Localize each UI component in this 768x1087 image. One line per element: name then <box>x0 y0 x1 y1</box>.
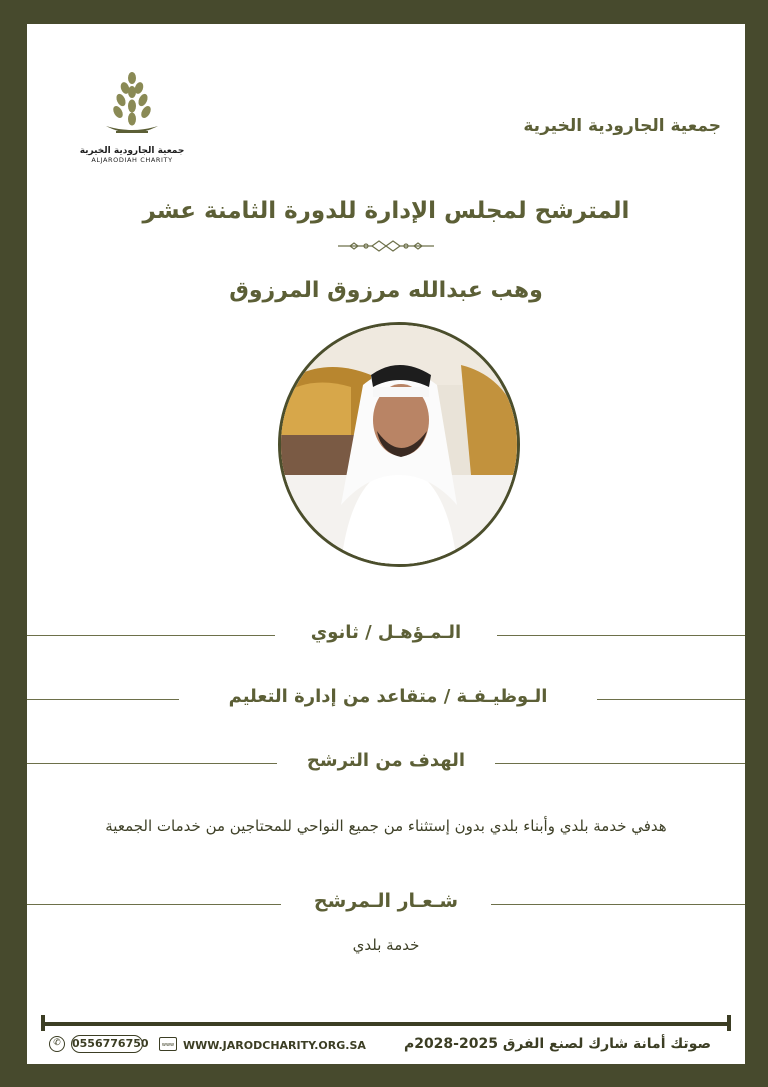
divider-line <box>495 763 745 764</box>
divider-line <box>27 904 281 905</box>
slogan-heading: شـعـار الـمرشح <box>313 890 459 912</box>
ornament-divider-icon <box>336 238 436 254</box>
job-row <box>27 686 745 710</box>
wheat-logo-icon <box>92 68 172 144</box>
phone-icon: ✆ <box>49 1036 65 1052</box>
web-icon: www <box>159 1037 177 1051</box>
footer-bar-cap-right <box>727 1015 731 1031</box>
qualification-label: الـمـؤهـل / ثانوي <box>310 622 462 643</box>
phone-number[interactable]: 0556776750 <box>71 1035 143 1053</box>
divider-line <box>497 635 745 636</box>
job-label: الـوظيـفـة / متقاعد من إدارة التعليم <box>228 686 548 707</box>
website-link[interactable]: WWW.JARODCHARITY.ORG.SA <box>183 1039 366 1052</box>
page-title: المترشح لمجلس الإدارة للدورة الثامنة عشر <box>142 198 630 224</box>
goal-heading: الهدف من الترشح <box>306 750 466 771</box>
logo-english-text: ALJARODIAH CHARITY <box>91 156 173 164</box>
divider-line <box>491 904 745 905</box>
footer-motto: صوتك أمانة شارك لصنع الفرق 2025-2028م <box>403 1036 711 1052</box>
candidate-name: وهب عبدالله مرزوق المرزوق <box>229 278 543 303</box>
divider-line <box>27 699 179 700</box>
slogan-heading-row <box>27 890 745 916</box>
goal-heading-row <box>27 750 745 774</box>
org-name: جمعية الجارودية الخيرية <box>523 116 721 136</box>
qualification-row <box>27 622 745 646</box>
portrait-image <box>281 325 517 564</box>
goal-text: هدفي خدمة بلدي وأبناء بلدي بدون إستثناء من جميع النواحي للمحتاجين من خدمات الجمعية <box>105 817 667 835</box>
candidate-flyer <box>27 24 745 1064</box>
charity-logo <box>77 68 187 164</box>
divider-line <box>27 635 275 636</box>
divider-line <box>27 763 277 764</box>
divider-line <box>597 699 745 700</box>
candidate-photo <box>278 322 520 567</box>
footer-bar <box>41 1022 731 1026</box>
slogan-text: خدمة بلدي <box>352 936 420 954</box>
logo-arabic-text: جمعية الجارودية الخيرية <box>79 146 185 156</box>
